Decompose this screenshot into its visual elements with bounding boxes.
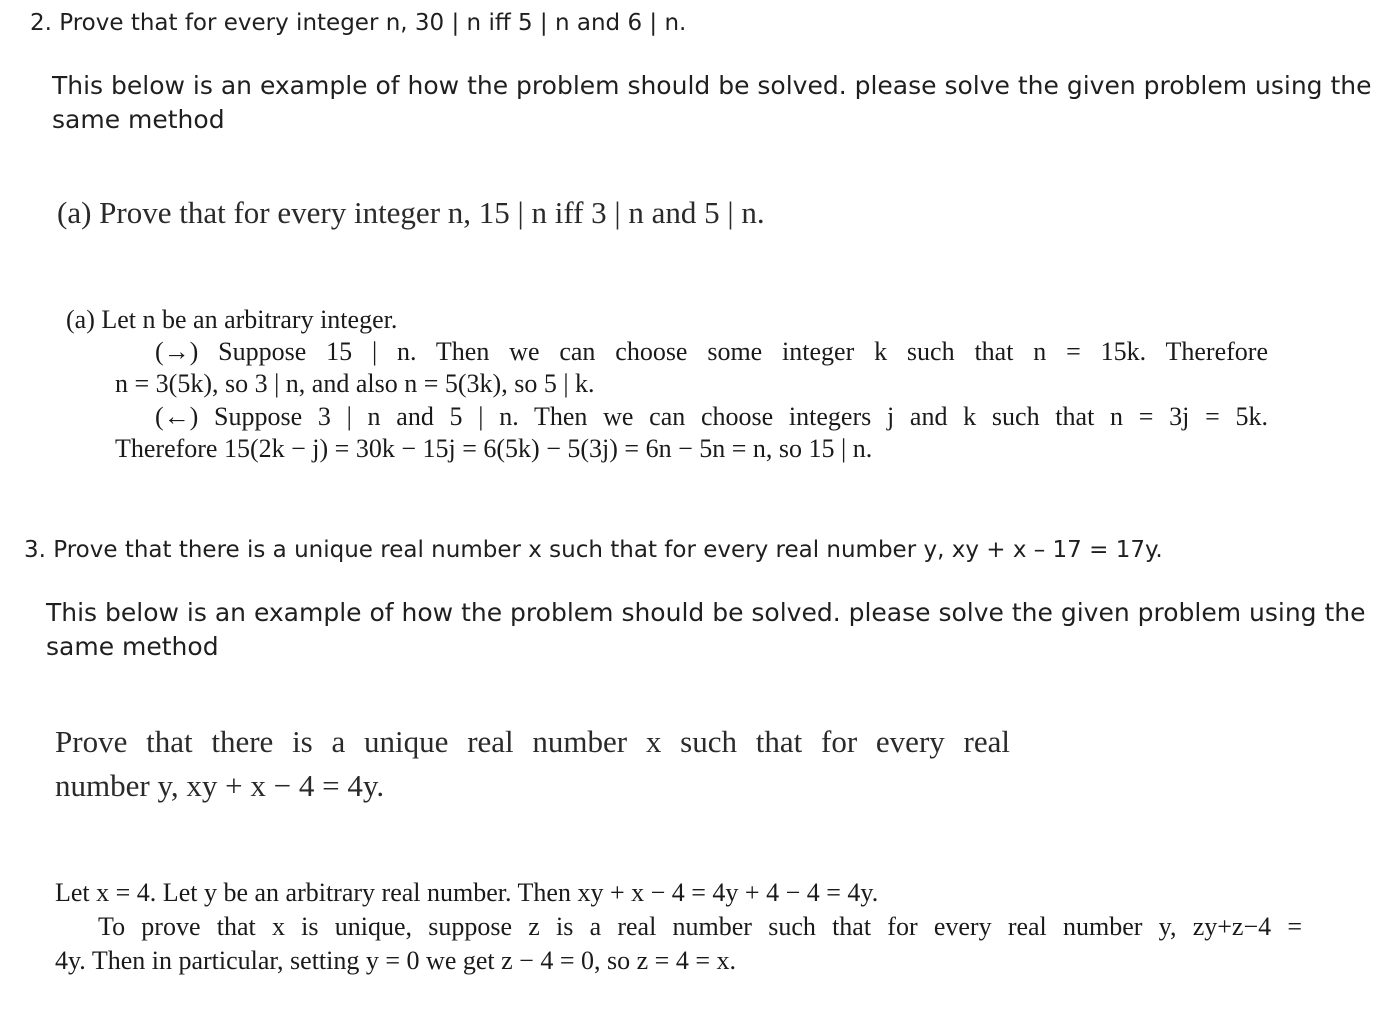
example-a-title: (a) Prove that for every integer n, 15 | n iff 3 | n and 5 | n. bbox=[57, 195, 765, 230]
example-3-title-line-1: Prove that there is a unique real number x such that for every real bbox=[55, 724, 1010, 759]
example-3-title-line-2: number y, xy + x − 4 = 4y. bbox=[55, 768, 385, 803]
proof-a-line-5: Therefore 15(2k − j) = 30k − 15j = 6(5k) − 5(3j) = 6n − 5n = n, so 15 | n. bbox=[115, 434, 873, 463]
problem-3-note-line-1: This below is an example of how the problem should be solved. please solve the given problem using the bbox=[46, 598, 1366, 627]
proof-a-line-1: (a) Let n be an arbitrary integer. bbox=[66, 305, 398, 334]
proof-a-line-3: n = 3(5k), so 3 | n, and also n = 5(3k), so 5 | k. bbox=[115, 369, 595, 398]
proof-3-line-2: To prove that x is unique, suppose z is a real number such that for every real number y, zy+z−4 = bbox=[98, 912, 1302, 941]
proof-3-line-1: Let x = 4. Let y be an arbitrary real number. Then xy + x − 4 = 4y + 4 − 4 = 4y. bbox=[55, 878, 879, 907]
problem-3-title: 3. Prove that there is a unique real number x such that for every real number y, xy + x – 17 = 17y. bbox=[24, 537, 1163, 563]
problem-2-note-line-1: This below is an example of how the problem should be solved. please solve the given problem using the bbox=[52, 71, 1372, 100]
problem-2-note-line-2: same method bbox=[52, 105, 225, 134]
proof-a-line-2: (→) Suppose 15 | n. Then we can choose some integer k such that n = 15k. Therefore bbox=[155, 337, 1268, 366]
proof-3-line-3: 4y. Then in particular, setting y = 0 we get z − 4 = 0, so z = 4 = x. bbox=[55, 946, 736, 975]
proof-a-line-4: (←) Suppose 3 | n and 5 | n. Then we can choose integers j and k such that n = 3j = 5k. bbox=[155, 402, 1268, 431]
problem-2-title: 2. Prove that for every integer n, 30 | n iff 5 | n and 6 | n. bbox=[30, 10, 687, 36]
problem-3-note-line-2: same method bbox=[46, 632, 219, 661]
